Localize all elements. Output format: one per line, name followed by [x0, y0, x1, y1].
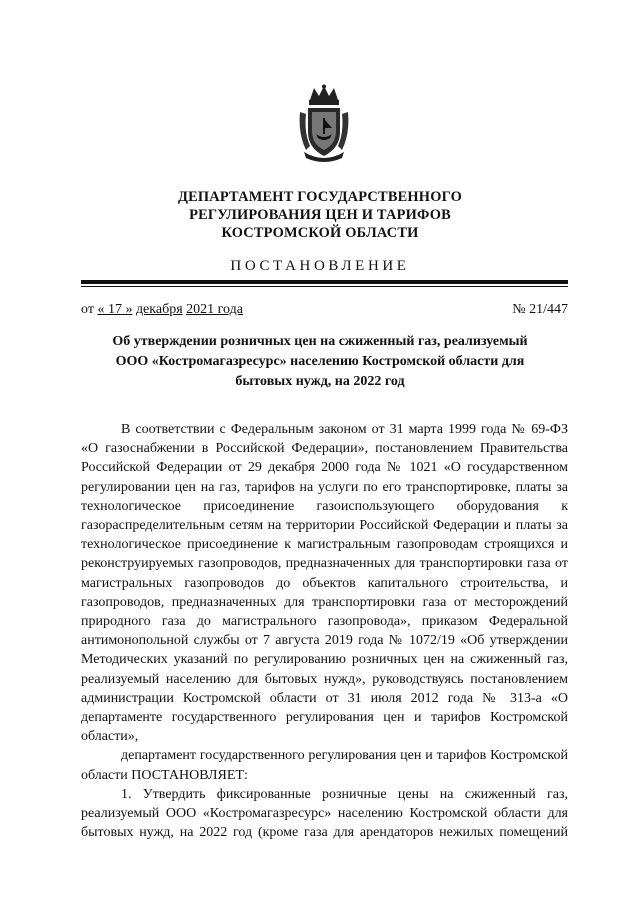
decree-date [81, 302, 243, 318]
date-day: « 17 » [97, 302, 133, 317]
subject-line: ООО «Костромагазресурс» населению Костромской области для [115, 354, 525, 369]
header-divider-thin [81, 286, 568, 287]
body-paragraph-item-1: 1. Утвердить фиксированные розничные цены на сжиженный газ, реализуемый ООО «Костромагазресурс» населению Костромской области для бытовых нужд, на 2022 год (кроме газа для арендаторов нежилых помещений [81, 786, 568, 841]
subject-line: бытовых нужд, на 2022 год [235, 374, 405, 389]
decree-subject [110, 332, 530, 392]
date-prefix: от [81, 302, 94, 317]
body-paragraph-resolves: департамент государственного регулирования цен и тарифов Костромской области ПОСТАНОВЛЯЕТ: [81, 748, 568, 783]
date-year: 2021 года [186, 302, 243, 317]
body-paragraph-legal-basis: В соответствии с Федеральным законом от 31 марта 1999 года № 69-ФЗ «О газоснабжении в Российской Федерации», постановлением Правительства Российской Федерации от 29 декабря 2000 года № 1021 «О государственном регулировании цен на газ, тарифов на услуги по его транспортировке, платы за технологическое присоединение газоиспользующего оборудования к газораспределительным сетям на территории Российской Федерации и платы за технологическое присоединение к магистральным газопроводам строящихся и реконструируемых газопроводов, предназначенных для транспортировки газа от магистральных газопроводов до объектов капитального строительства, и газопроводов, предназначенных для транспортировки газа от месторождений природного газа до магистрального газопровода», приказом Федеральной антимонопольной службы от 7 августа 2019 года № 1072/19 «Об утверждении Методических указаний по регулированию розничных цен на сжиженный газ, реализуемый населению для бытовых нужд», руководствуясь постановлением администрации Костромской области от 31 июля 2012 года № 313-а «О департаменте государственного регулирования цен и тарифов Костромской области», [81, 422, 568, 745]
decree-number: № 21/447 [512, 302, 568, 317]
department-line: РЕГУЛИРОВАНИЯ ЦЕН И ТАРИФОВ [189, 207, 451, 223]
coat-of-arms-icon [296, 84, 352, 162]
department-line: ДЕПАРТАМЕНТ ГОСУДАРСТВЕННОГО [178, 189, 462, 205]
header-divider [81, 280, 568, 284]
decree-body [81, 420, 568, 842]
department-name [140, 188, 500, 242]
department-line: КОСТРОМСКОЙ ОБЛАСТИ [221, 225, 419, 241]
doc-type-title: ПОСТАНОВЛЕНИЕ [230, 258, 410, 274]
subject-line: Об утверждении розничных цен на сжиженный газ, реализуемый [112, 334, 528, 349]
date-month: декабря [135, 302, 183, 317]
